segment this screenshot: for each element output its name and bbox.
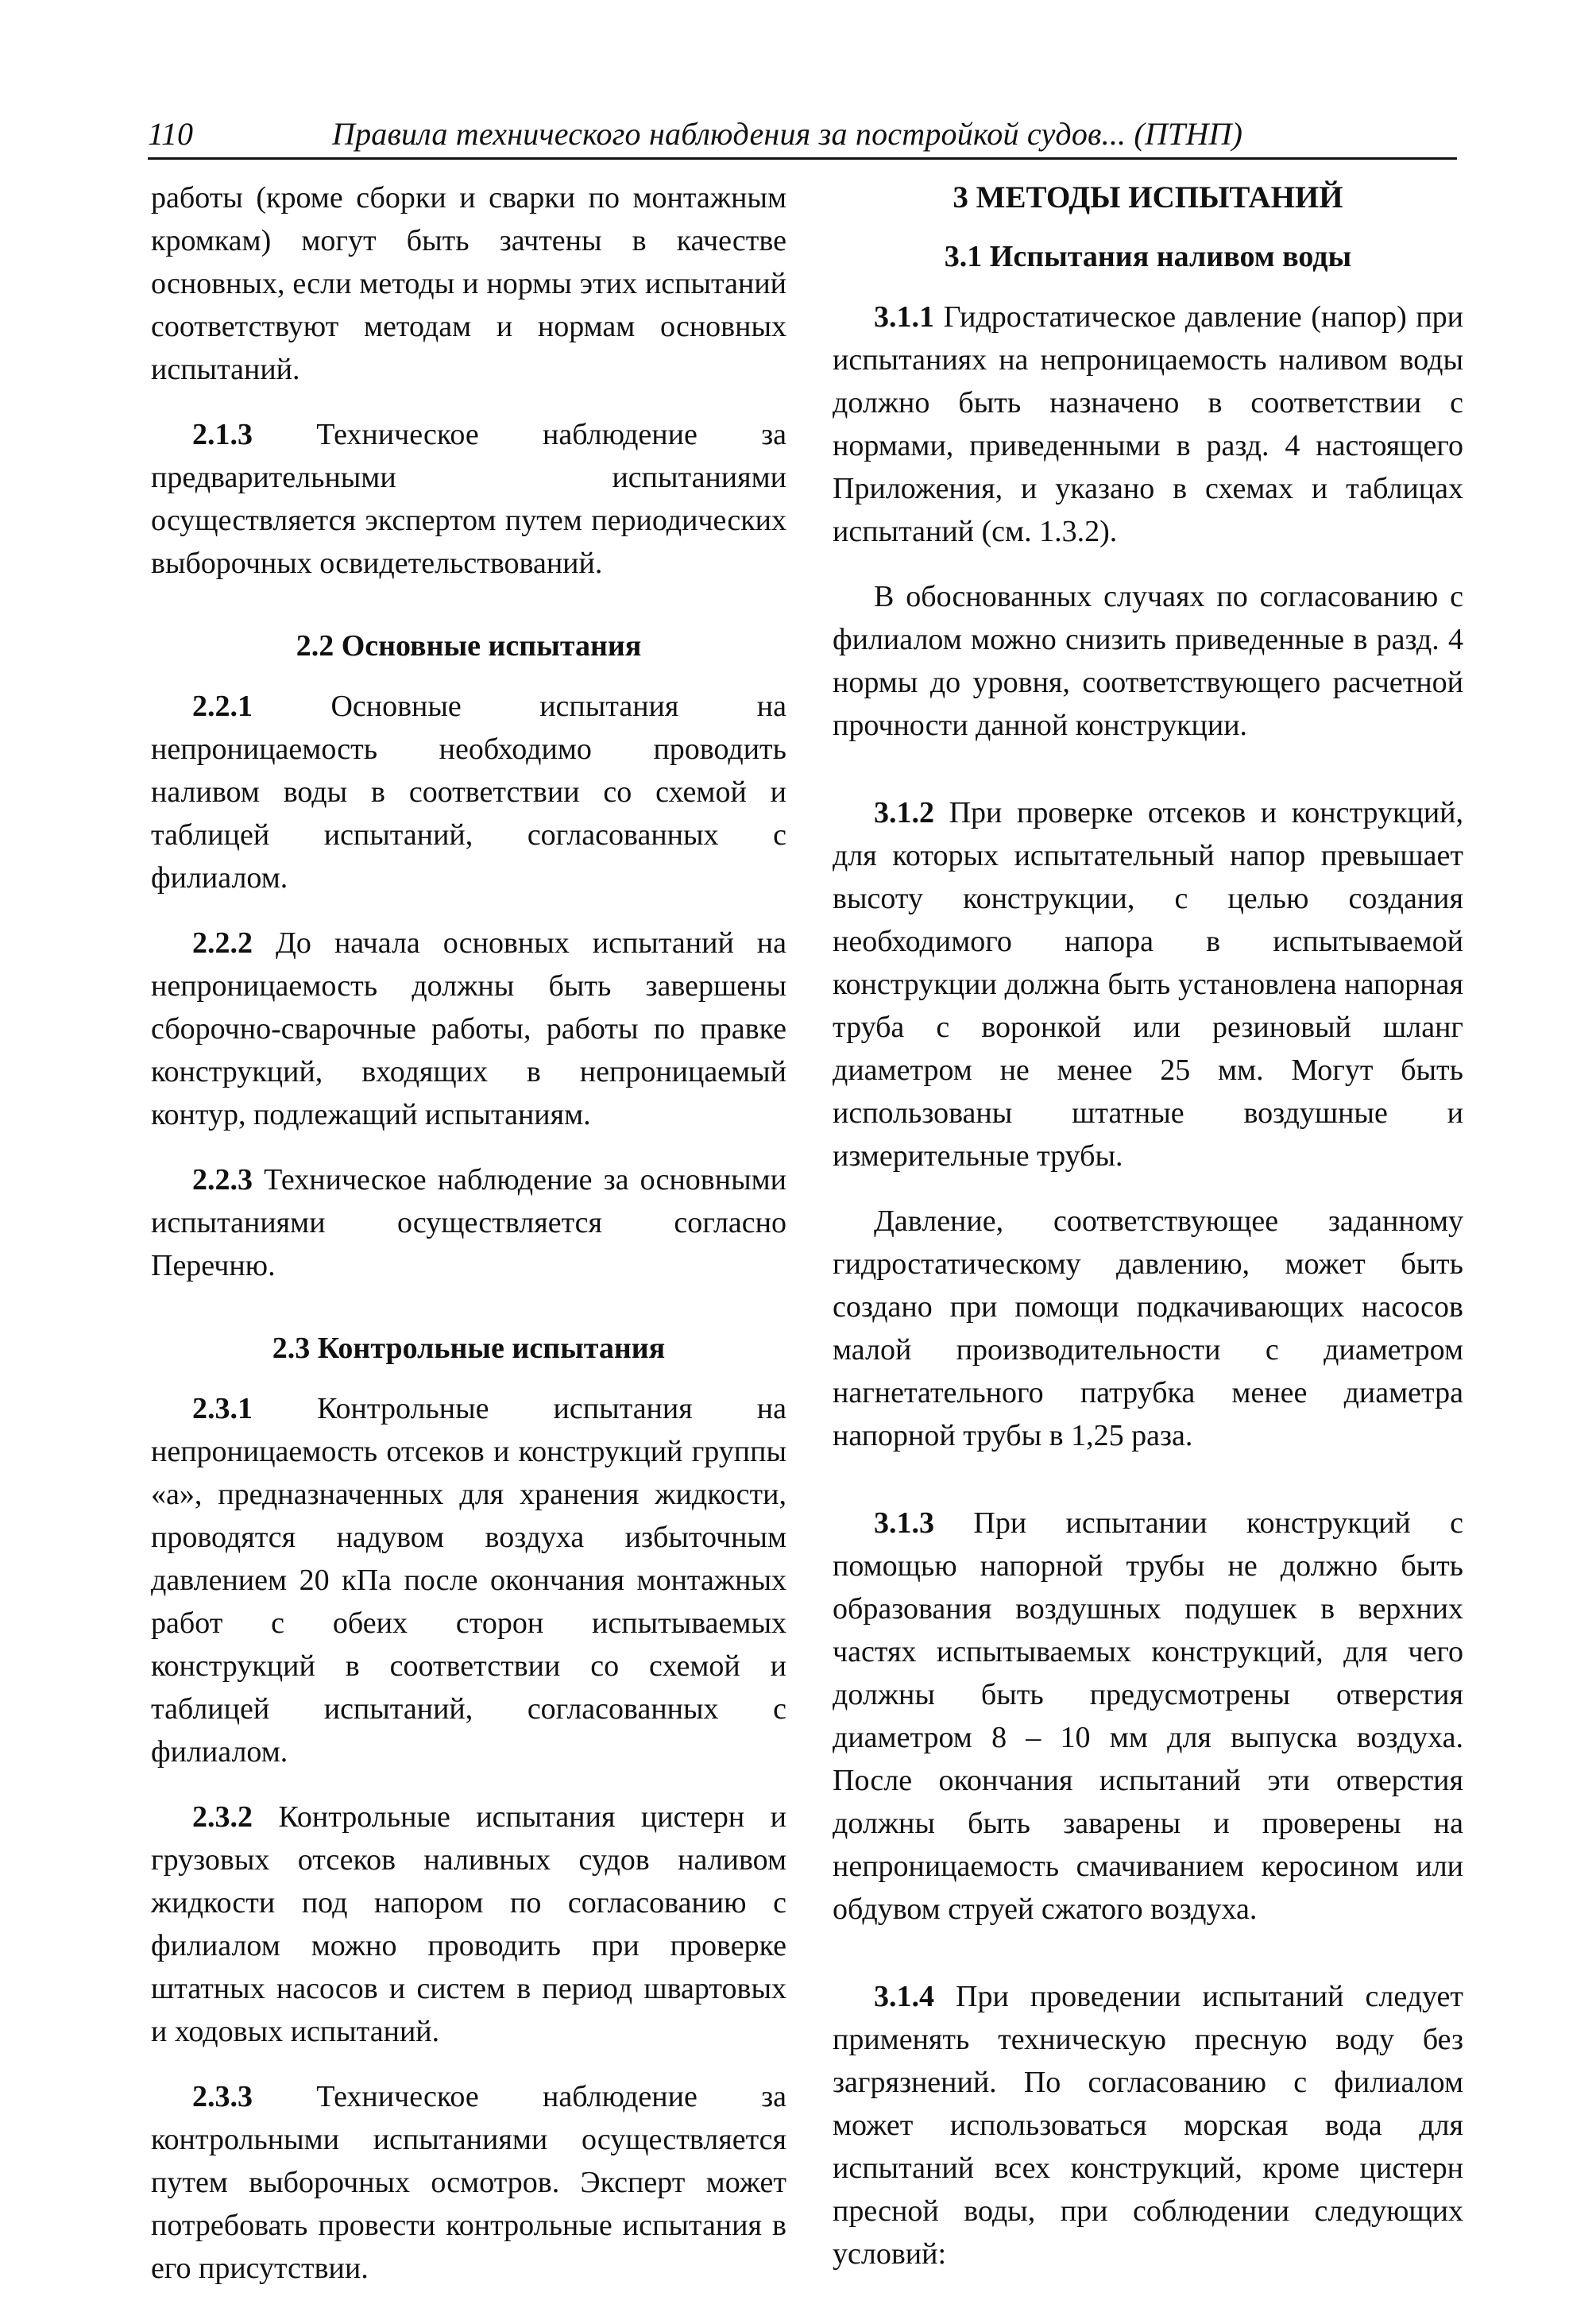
clause-number: 2.1.3: [192, 418, 253, 451]
paragraph-2-3-2: [151, 1796, 786, 2053]
clause-text: Контрольные испытания цистерн и грузовых отсеков наливных судов наливом жидкости под напором по согласованию с филиалом можно проводить при проверке штатных насосов и систем в период швартовых и ходовых испытаний.: [151, 1800, 786, 2048]
paragraph-2-1-3: [151, 413, 786, 585]
clause-number: 2.3.2: [192, 1800, 253, 1834]
clause-number: 2.3.3: [192, 2080, 253, 2113]
section-heading-2-3: 2.3 Контрольные испытания: [272, 1332, 666, 1365]
clause-text: Техническое наблюдение за основными испытаниями осуществляется согласно Перечню.: [151, 1163, 786, 1282]
running-header: [148, 113, 1457, 160]
clause-text: Контрольные испытания на непроницаемость отсеков и конструкций группы «а», предназначенных для хранения жидкости, проводятся надувом воздуха избыточным давлением 20 кПа после окончания монтажных работ с обеих сторон испытываемых конструкций в соответствии со схемой и таблицей испытаний, согласованных с филиалом.: [151, 1392, 786, 1769]
clause-number: 2.2.1: [192, 690, 253, 723]
paragraph-3-1-3: [833, 1502, 1463, 1931]
paragraph-3-1-2: [833, 791, 1463, 1177]
paragraph-continuation: работы (кроме сборки и сварки по монтажным кромкам) могут быть зачтены в качестве основных, если методы и нормы этих испытаний соответствуют методам и нормам основных испытаний.: [151, 181, 786, 386]
paragraph-2-3-3: [151, 2075, 786, 2290]
right-column: [833, 176, 1463, 2298]
section-heading-3-1: 3.1 Испытания наливом воды: [944, 240, 1352, 273]
left-column: [151, 176, 786, 2312]
section-heading-2-2: 2.2 Основные испытания: [296, 629, 642, 663]
clause-text: При проведении испытаний следует применять техническую пресную воду без загрязнений. По согласованию с филиалом может использоваться морская вода для испытаний всех конструкций, кроме цистерн пресной воды, при соблюдении следующих условий:: [833, 1980, 1463, 2271]
running-title: Правила технического наблюдения за постройкой судов... (ПТНП): [332, 116, 1243, 152]
clause-text: Техническое наблюдение за контрольными испытаниями осуществляется путем выборочных осмотров. Эксперт может потребовать провести контрольные испытания в его присутствии.: [151, 2080, 786, 2285]
clause-text: При испытании конструкций с помощью напорной трубы не должно быть образования воздушных подушек в верхних частях испытываемых конструкций, для чего должны быть предусмотрены отверстия диаметром 8 – 10 мм для выпуска воздуха. После окончания испытаний эти отверстия должны быть заварены и проверены на непроницаемость смачиванием керосином или обдувом струей сжатого воздуха.: [833, 1506, 1463, 1926]
clause-number: 3.1.3: [874, 1506, 934, 1540]
paragraph-2-2-3: [151, 1158, 786, 1287]
chapter-heading-3: 3 МЕТОДЫ ИСПЫТАНИЙ: [953, 180, 1343, 215]
paragraph-3-1-1: [833, 296, 1463, 553]
clause-text: До начала основных испытаний на непроницаемость должны быть завершены сборочно-сварочные работы, работы по правке конструкций, входящих в непроницаемый контур, подлежащий испытаниям.: [151, 926, 786, 1131]
clause-text: Основные испытания на непроницаемость необходимо проводить наливом воды в соответствии со схемой и таблицей испытаний, согласованных с филиалом.: [151, 690, 786, 895]
clause-number: 2.3.1: [192, 1392, 253, 1425]
clause-text: Гидростатическое давление (напор) при испытаниях на непроницаемость наливом воды должно быть назначено в соответствии с нормами, приведенными в разд. 4 настоящего Приложения, и указано в схемах и таблицах испытаний (см. 1.3.2).: [833, 300, 1463, 548]
paragraph-2-2-1: [151, 685, 786, 899]
clause-number: 3.1.2: [874, 796, 934, 829]
paragraph-3-1-1-b: В обоснованных случаях по согласованию с филиалом можно снизить приведенные в разд. 4 нормы до уровня, соответствующего расчетной прочности данной конструкции.: [833, 580, 1463, 742]
clause-text: При проверке отсеков и конструкций, для которых испытательный напор превышает высоту конструкции, с целью создания необходимого напора в испытываемой конструкции должна быть установлена напорная труба с воронкой или резиновый шланг диаметром не менее 25 мм. Могут быть использованы штатные воздушные и измерительные трубы.: [833, 796, 1463, 1173]
clause-number: 3.1.4: [874, 1980, 934, 2013]
paragraph-2-2-2: [151, 922, 786, 1136]
paragraph-2-3-1: [151, 1387, 786, 1773]
clause-text: Техническое наблюдение за предварительными испытаниями осуществляется экспертом путем периодических выборочных освидетельствований.: [151, 418, 786, 580]
clause-number: 3.1.1: [874, 300, 934, 334]
paragraph-3-1-4: [833, 1975, 1463, 2275]
clause-number: 2.2.3: [192, 1163, 253, 1197]
clause-number: 2.2.2: [192, 926, 253, 960]
paragraph-3-1-2-b: Давление, соответствующее заданному гидростатическому давлению, может быть создано при помощи подкачивающих насосов малой производительности с диаметром нагнетательного патрубка менее диаметра напорной трубы в 1,25 раза.: [833, 1204, 1463, 1452]
page-number: 110: [148, 116, 194, 152]
